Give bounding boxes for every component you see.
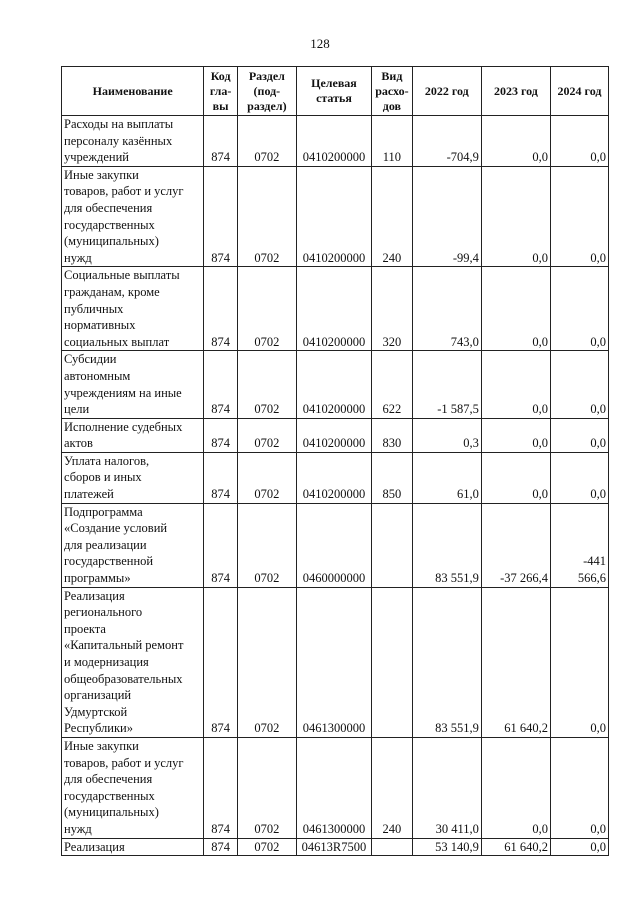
cell-2023: 0,0 [481, 418, 550, 452]
cell-chapter: 874 [204, 587, 238, 737]
cell-target: 0410200000 [296, 452, 371, 503]
header-type-line: Вид [381, 68, 403, 83]
cell-2024: 0,0 [550, 737, 608, 838]
cell-chapter: 874 [204, 116, 238, 167]
cell-2023: 0,0 [481, 737, 550, 838]
cell-name: Подпрограмма «Создание условий для реализации государственной программы» [62, 503, 204, 587]
cell-chapter: 874 [204, 503, 238, 587]
cell-2023: 61 640,2 [481, 838, 550, 856]
cell-name: Реализация регионального проекта «Капитальный ремонт и модернизация общеобразовательных организаций Удмуртской Республики» [62, 587, 204, 737]
cell-2023: 0,0 [481, 267, 550, 351]
cell-type: 830 [372, 418, 413, 452]
cell-section: 0702 [237, 418, 296, 452]
table-row [62, 452, 609, 503]
cell-chapter: 874 [204, 418, 238, 452]
header-2022: 2022 год [412, 67, 481, 116]
cell-target: 04613R7500 [296, 838, 371, 856]
header-target-line: Целевая [311, 76, 357, 90]
cell-section: 0702 [237, 116, 296, 167]
cell-2022: 83 551,9 [412, 587, 481, 737]
cell-2022: 0,3 [412, 418, 481, 452]
cell-2023: 61 640,2 [481, 587, 550, 737]
cell-target: 0410200000 [296, 351, 371, 418]
cell-target: 0410200000 [296, 116, 371, 167]
cell-2024: 0,0 [550, 166, 608, 267]
budget-table [61, 66, 609, 856]
cell-2023: -37 266,4 [481, 503, 550, 587]
cell-2024: 0,0 [550, 116, 608, 167]
cell-name: Субсидии автономным учреждениям на иные цели [62, 351, 204, 418]
header-section-line: раздел) [247, 98, 287, 113]
cell-chapter: 874 [204, 838, 238, 856]
cell-type: 622 [372, 351, 413, 418]
cell-name: Иные закупки товаров, работ и услуг для обеспечения государственных (муниципальных) нужд [62, 737, 204, 838]
cell-chapter: 874 [204, 267, 238, 351]
cell-type: 240 [372, 166, 413, 267]
table-row [62, 587, 609, 737]
cell-2024: 0,0 [550, 587, 608, 737]
cell-2024: 0,0 [550, 267, 608, 351]
cell-2022: -704,9 [412, 116, 481, 167]
header-chapter-line: гла- [209, 83, 232, 98]
cell-type [372, 587, 413, 737]
cell-type: 320 [372, 267, 413, 351]
cell-target: 0461300000 [296, 587, 371, 737]
cell-section: 0702 [237, 587, 296, 737]
cell-chapter: 874 [204, 166, 238, 267]
cell-section: 0702 [237, 267, 296, 351]
header-section-line: Раздел [248, 68, 285, 83]
cell-section: 0702 [237, 838, 296, 856]
cell-name: Исполнение судебных актов [62, 418, 204, 452]
cell-target: 0460000000 [296, 503, 371, 587]
cell-target: 0410200000 [296, 418, 371, 452]
cell-2023: 0,0 [481, 452, 550, 503]
cell-2023: 0,0 [481, 166, 550, 267]
cell-target: 0410200000 [296, 267, 371, 351]
cell-chapter: 874 [204, 452, 238, 503]
table-row [62, 116, 609, 167]
header-target [296, 67, 371, 116]
header-target-line: статья [316, 91, 352, 105]
cell-2023: 0,0 [481, 351, 550, 418]
header-section [237, 67, 296, 116]
header-2024: 2024 год [550, 67, 608, 116]
header-2023: 2023 год [481, 67, 550, 116]
cell-2024: 0,0 [550, 418, 608, 452]
header-chapter-line: вы [212, 98, 229, 113]
cell-2022: 61,0 [412, 452, 481, 503]
table-row [62, 737, 609, 838]
cell-section: 0702 [237, 166, 296, 267]
cell-name: Реализация [62, 838, 204, 856]
cell-type: 850 [372, 452, 413, 503]
cell-section: 0702 [237, 351, 296, 418]
cell-name: Иные закупки товаров, работ и услуг для обеспечения государственных (муниципальных) нужд [62, 166, 204, 267]
header-type-line: дов [382, 98, 402, 113]
page-number: 128 [310, 36, 330, 51]
table-row [62, 418, 609, 452]
cell-section: 0702 [237, 737, 296, 838]
cell-2024: 0,0 [550, 452, 608, 503]
header-name: Наименование [62, 67, 204, 116]
cell-section: 0702 [237, 452, 296, 503]
table-row [62, 351, 609, 418]
header-type [372, 67, 413, 116]
table-row [62, 166, 609, 267]
table-body [62, 116, 609, 856]
cell-2024: 0,0 [550, 838, 608, 856]
cell-2022: -99,4 [412, 166, 481, 267]
cell-type [372, 503, 413, 587]
cell-chapter: 874 [204, 351, 238, 418]
cell-type [372, 838, 413, 856]
table-row [62, 838, 609, 856]
cell-2024: 0,0 [550, 351, 608, 418]
cell-2022: 83 551,9 [412, 503, 481, 587]
cell-target: 0410200000 [296, 166, 371, 267]
cell-name: Уплата налогов, сборов и иных платежей [62, 452, 204, 503]
cell-2022: 53 140,9 [412, 838, 481, 856]
cell-target: 0461300000 [296, 737, 371, 838]
cell-2024: -441 566,6 [550, 503, 608, 587]
table-row [62, 267, 609, 351]
cell-section: 0702 [237, 503, 296, 587]
header-type-line: расхо- [375, 83, 409, 98]
header-chapter-line: Код [210, 68, 231, 83]
table-row [62, 503, 609, 587]
table-header [62, 67, 609, 116]
cell-2022: 30 411,0 [412, 737, 481, 838]
cell-type: 240 [372, 737, 413, 838]
cell-name: Социальные выплаты гражданам, кроме публичных нормативных социальных выплат [62, 267, 204, 351]
cell-2022: 743,0 [412, 267, 481, 351]
cell-2022: -1 587,5 [412, 351, 481, 418]
cell-type: 110 [372, 116, 413, 167]
header-section-line: (под- [253, 83, 281, 98]
cell-2023: 0,0 [481, 116, 550, 167]
cell-chapter: 874 [204, 737, 238, 838]
cell-name: Расходы на выплаты персоналу казённых учреждений [62, 116, 204, 167]
header-chapter [204, 67, 238, 116]
